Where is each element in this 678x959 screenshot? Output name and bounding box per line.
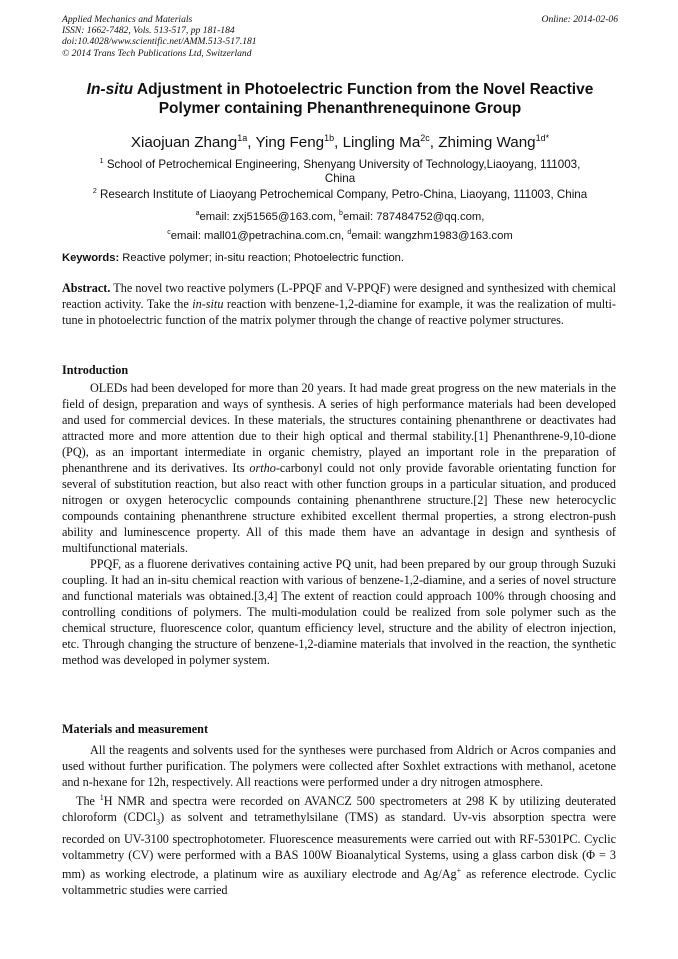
paragraph: PPQF, as a fluorene derivatives containing active PQ unit, had been prepared by our group through Suzuki coupling. It had an in-situ chemical reaction with various of benzene-1,2-diamine, and a series of novel structure and functional materials was obtained.[3,4] The extent of reaction could approach 100% through choosing and controlling conditions of polymers. The multi-modulation could be realized from sole polymer such as the chemical structure, fluorescence color, quantum efficiency level, structure and the ability of electron injection, etc. Through changing the structure of benzene-1,2-diamine materials that involved in the reaction, the synthetic method was developed in polymer system.	[62, 557, 616, 667]
introduction-body	[62, 380, 616, 668]
keywords-label: Keywords:	[62, 252, 120, 264]
section-heading-materials: Materials and measurement	[62, 722, 208, 736]
online-date: Online: 2014-02-06	[541, 14, 618, 25]
abstract-label: Abstract.	[62, 281, 111, 295]
title-line-1: In-situ Adjustment in Photoelectric Function from the Novel Reactive	[86, 81, 594, 98]
affiliation-1: $^1$ School of Petrochemical Engineering, Shenyang University of Technology,Liaoyang, 111003, China	[99, 157, 581, 185]
author-emails	[62, 206, 618, 244]
materials-body	[62, 742, 616, 898]
issn-line: ISSN: 1662-7482, Vols. 513-517, pp 181-184	[62, 25, 235, 37]
copyright-line: © 2014 Trans Tech Publications Ltd, Switzerland	[62, 47, 252, 59]
paragraph: All the reagents and solvents used for the syntheses were purchased from Aldrich or Acros companies and used without further purification. The polymers were collected after Soxhlet extractions with methanol, acetone and n-hexane for 12h, respectively. All reactions were performed under a dry nitrogen atmosphere.	[62, 743, 616, 789]
section-heading-introduction: Introduction	[62, 363, 129, 377]
journal-header	[62, 14, 618, 59]
author: Xiaojuan Zhang$^{1a}$,	[130, 133, 256, 152]
author-list	[62, 129, 618, 152]
paragraph: The $^1$H NMR and spectra were recorded on AVANCZ 500 spectrometers at 298 K by utilizing deuterated chloroform (CDCl$_3$) as solvent and tetramethylsilane (TMS) as standard. Uv-vis absorption spectra were recorded on UV-3100 spectrophotometer. Fluorescence measurements were carried out with RF-5301PC. Cyclic voltammetry (CV) were performed with a BAS 100W Bioanalytical Systems, using a glass carbon disk (Φ = 3 mm) as working electrode, a platinum wire as auxiliary electrode and Ag/Ag+ as reference electrode. Cyclic voltammetric studies were carried	[62, 793, 616, 897]
keywords-text: Reactive polymer; in-situ reaction; Photoelectric function.	[119, 252, 404, 264]
affiliation-2: $^2$ Research Institute of Liaoyang Petrochemical Company, Petro-China, Liaoyang, 111003, China	[92, 187, 588, 201]
author: Zhiming Wang$^{1d*}$	[438, 133, 550, 152]
doi-line: doi:10.4028/www.scientific.net/AMM.513-517.181	[62, 36, 257, 48]
email-line-1: $^a$email: zxj51565@163.com, $^b$email: 787484752@qq.com,	[195, 210, 485, 223]
keywords	[62, 251, 618, 265]
author: Lingling $Ma^{2c}$,	[342, 133, 439, 152]
journal-name: Applied Mechanics and Materials	[62, 14, 193, 25]
email-line-2: $^c$email: mall01@petrachina.com.cn, $^d$email: wangzhm1983@163.com	[167, 228, 513, 242]
paper-title	[62, 80, 618, 118]
title-italic: In-situ	[86, 81, 134, 98]
title-line-2: Polymer containing Phenanthrenequinone Group	[158, 100, 522, 117]
author: Ying Feng$^{1b}$,	[255, 133, 343, 152]
abstract: Abstract. The novel two reactive polymers (L-PPQF and V-PPQF) were designed and synthesized with chemical reaction activity. Take the in-situ reaction with benzene-1,2-diamine for example, it was the realization of multi-tune in photoelectric function of the matrix polymer through the change of reactive polymer structures.	[62, 281, 616, 327]
paragraph: OLEDs had been developed for more than 20 years. It had made great progress on the new materials in the field of design, preparation and ways of synthesis. A series of high performance materials had been developed and used for commercial devices. In these materials, the structures containing phenanthrene or deactivates had attracted more and more attention due to their high optical and thermal stability.[1] Phenanthrene-9,10-dione (PQ), as an important intermediate in organic chemistry, played an important role in the preparation of phenanthrene and its derivatives. Its ortho-carbonyl could not only provide favorable orientating function for several of substitution reaction, but also react with other function groups in a particular situation, and produced nitrogen or oxygen heterocyclic compounds containing phenanthrene structure.[2] These new heterocyclic compounds containing phenanthrene structure exhibited excellent thermal properties, a strong electron-push ability and luminescence property. All of this made them have an advantage in design and synthesis of multifunctional materials.	[62, 381, 616, 555]
